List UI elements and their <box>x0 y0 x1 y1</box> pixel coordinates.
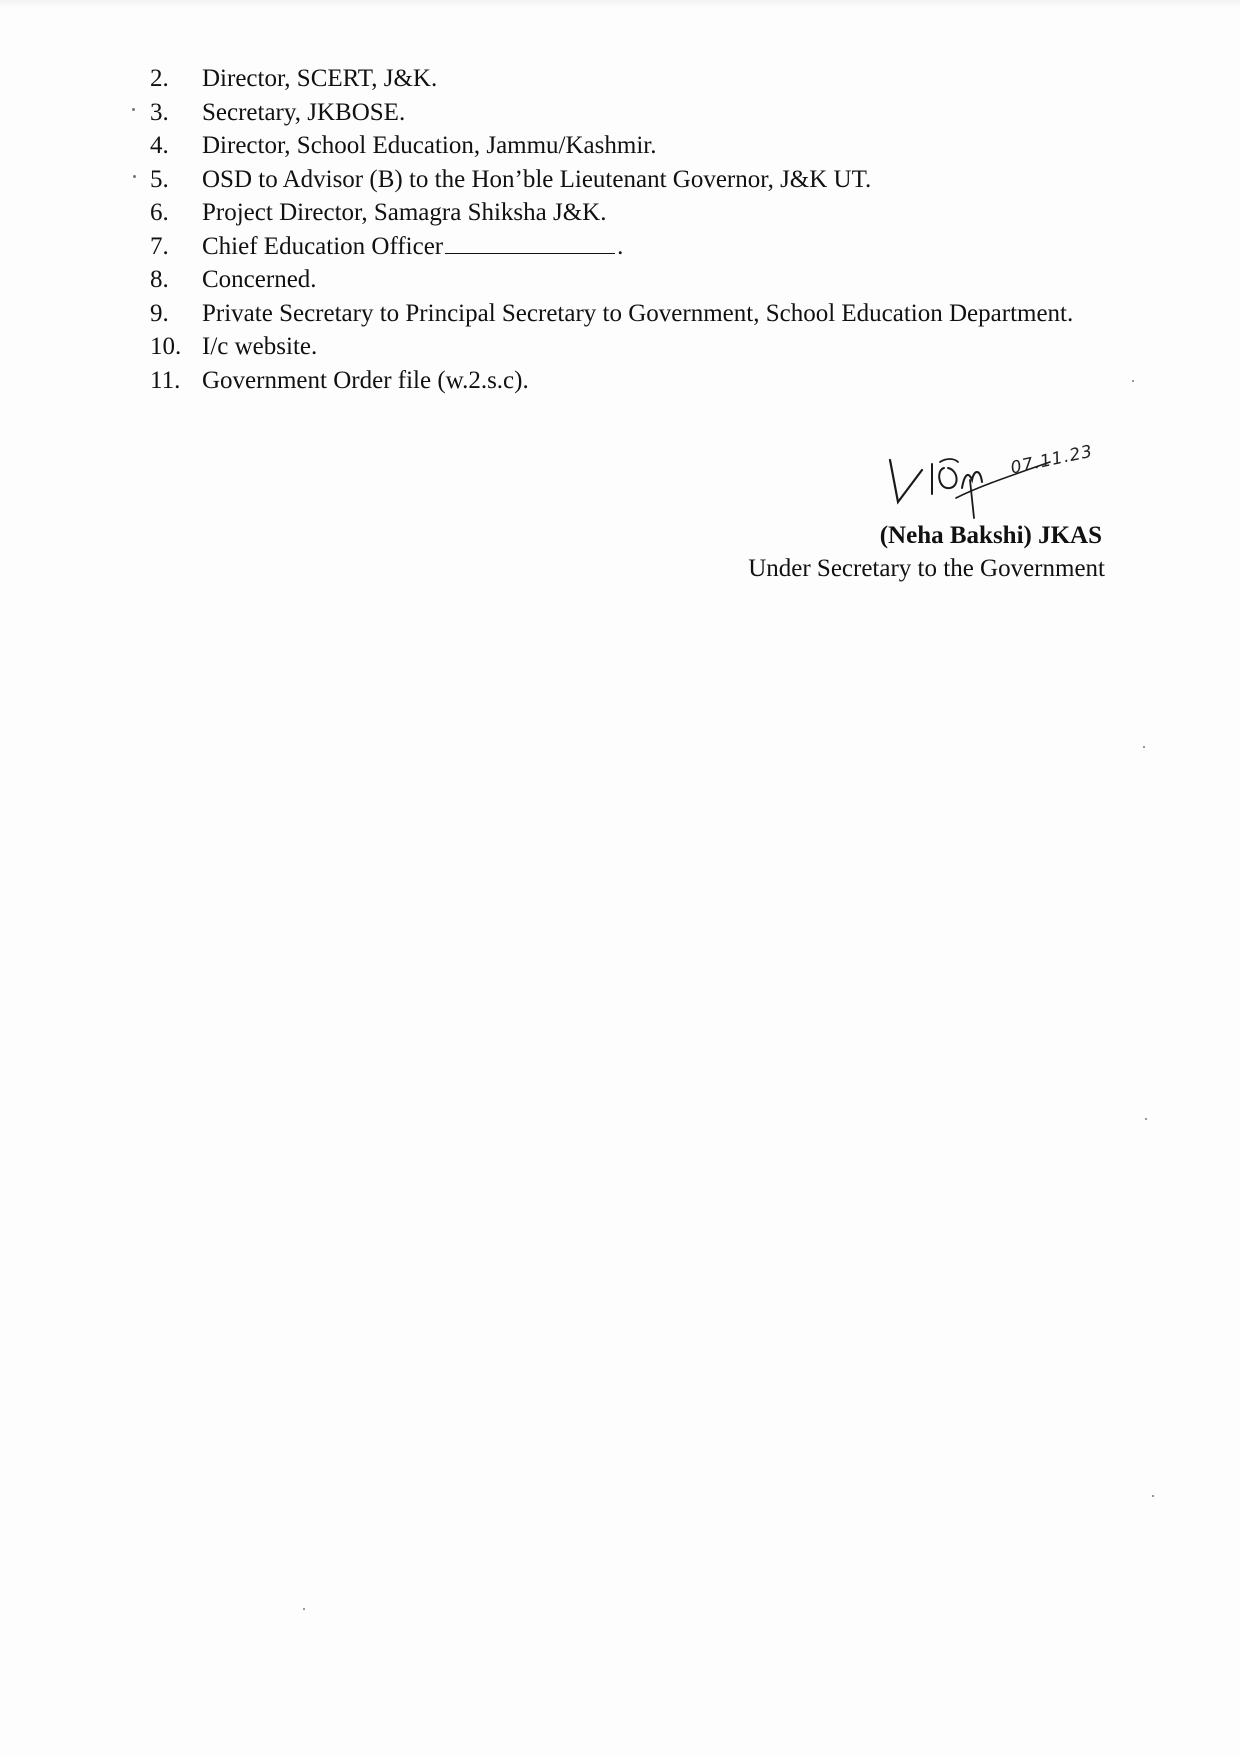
signatory-designation: Under Secretary to the Government <box>748 555 1105 582</box>
list-item <box>150 196 1110 230</box>
item-label: Chief Education Officer <box>202 232 444 260</box>
scan-speck <box>1143 746 1145 748</box>
item-number: 3. <box>150 98 169 126</box>
scan-speck <box>1152 1495 1154 1497</box>
item-text: Project Director, Samagra Shiksha J&K. <box>202 199 607 226</box>
item-number: 2. <box>150 65 169 92</box>
list-item <box>150 330 1110 364</box>
list-item <box>150 62 1110 96</box>
item-text <box>202 230 1110 264</box>
list-item <box>150 163 1110 197</box>
item-text: Concerned. <box>202 266 317 293</box>
signatory-name: (Neha Bakshi) JKAS <box>879 522 1102 549</box>
item-number: 11. <box>150 366 181 394</box>
item-text: Director, SCERT, J&K. <box>202 65 438 92</box>
scan-speck <box>1132 380 1134 382</box>
list-item <box>150 230 1110 264</box>
scan-speck <box>303 1608 305 1610</box>
item-number: 7. <box>150 232 169 260</box>
distribution-list <box>150 62 1110 397</box>
item-text: Secretary, JKBOSE. <box>202 98 406 126</box>
item-number: 6. <box>150 199 169 226</box>
item-text: OSD to Advisor (B) to the Hon’ble Lieutenant Governor, J&K UT. <box>202 165 872 193</box>
scan-edge <box>0 0 1240 8</box>
item-number: 9. <box>150 299 169 327</box>
item-text: Government Order file (w.2.s.c). <box>202 366 529 394</box>
list-item <box>150 263 1110 297</box>
item-text: Director, School Education, Jammu/Kashmir. <box>202 132 657 159</box>
blank-fill-line <box>445 231 615 254</box>
scan-speck <box>132 108 135 111</box>
list-item <box>150 96 1110 130</box>
item-suffix: . <box>617 232 624 260</box>
item-text: Private Secretary to Principal Secretary to Government, School Education Department. <box>202 299 1074 327</box>
list-item <box>150 129 1110 163</box>
list-item <box>150 364 1110 398</box>
item-number: 4. <box>150 132 169 159</box>
item-text: I/c website. <box>202 333 318 360</box>
scan-speck <box>1145 1118 1147 1120</box>
list-item <box>150 297 1110 331</box>
scan-speck <box>133 175 136 178</box>
signature-date: 07.11.23 <box>1008 441 1095 479</box>
item-number: 5. <box>150 165 169 193</box>
item-number: 8. <box>150 266 169 293</box>
item-number: 10. <box>150 333 182 360</box>
